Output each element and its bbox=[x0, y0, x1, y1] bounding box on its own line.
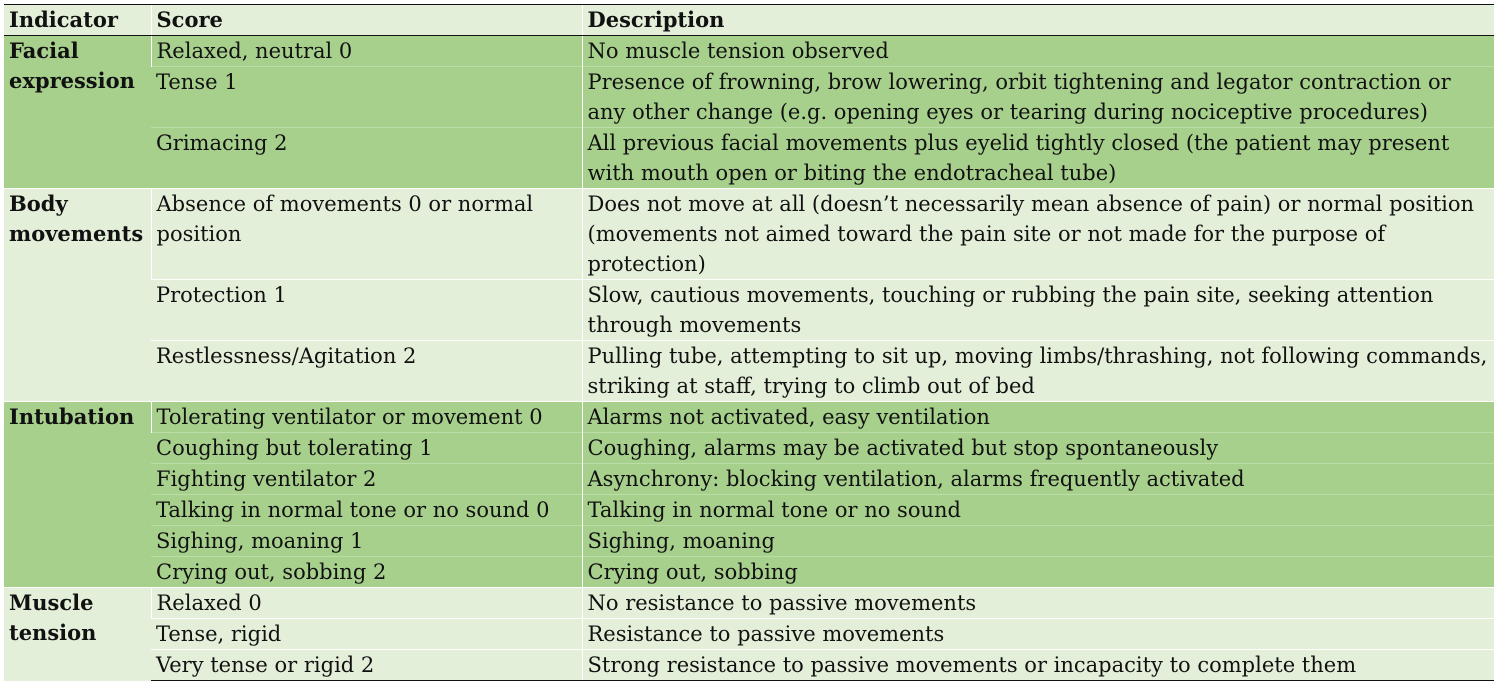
description-cell: Coughing, alarms may be activated but stop spontaneously bbox=[582, 433, 1494, 464]
score-cell: Relaxed 0 bbox=[151, 588, 582, 619]
group-body-movements bbox=[4, 189, 1494, 402]
indicator-cell: Muscle tension bbox=[4, 588, 151, 681]
score-cell: Fighting ventilator 2 bbox=[151, 464, 582, 495]
score-cell: Very tense or rigid 2 bbox=[151, 650, 582, 681]
table-row bbox=[4, 433, 1494, 464]
score-cell: Restlessness/Agitation 2 bbox=[151, 341, 582, 402]
score-cell: Tense, rigid bbox=[151, 619, 582, 650]
description-cell: All previous facial movements plus eyelid tightly closed (the patient may present with mouth open or biting the endotracheal tube) bbox=[582, 128, 1494, 189]
group-intubation bbox=[4, 402, 1494, 588]
table-row bbox=[4, 526, 1494, 557]
table-row bbox=[4, 557, 1494, 588]
description-cell: Talking in normal tone or no sound bbox=[582, 495, 1494, 526]
table-row bbox=[4, 402, 1494, 433]
table-row bbox=[4, 189, 1494, 280]
score-cell: Grimacing 2 bbox=[151, 128, 582, 189]
score-cell: Coughing but tolerating 1 bbox=[151, 433, 582, 464]
table-row bbox=[4, 495, 1494, 526]
table-row bbox=[4, 588, 1494, 619]
indicator-cell: Body movements bbox=[4, 189, 151, 402]
table-row bbox=[4, 128, 1494, 189]
table-row bbox=[4, 619, 1494, 650]
indicator-cell: Facial expression bbox=[4, 36, 151, 189]
score-cell: Talking in normal tone or no sound 0 bbox=[151, 495, 582, 526]
description-cell: Does not move at all (doesn’t necessarily mean absence of pain) or normal position (movements not aimed toward the pain site or not made for the purpose of protection) bbox=[582, 189, 1494, 280]
description-cell: Strong resistance to passive movements or incapacity to complete them bbox=[582, 650, 1494, 681]
description-cell: No resistance to passive movements bbox=[582, 588, 1494, 619]
table-header bbox=[4, 5, 1494, 36]
group-muscle-tension bbox=[4, 588, 1494, 681]
header-description: Description bbox=[582, 5, 1494, 36]
header-indicator: Indicator bbox=[4, 5, 151, 36]
score-cell: Protection 1 bbox=[151, 280, 582, 341]
pain-scale-table-container bbox=[4, 4, 1494, 681]
table-row bbox=[4, 341, 1494, 402]
score-cell: Relaxed, neutral 0 bbox=[151, 36, 582, 67]
description-cell: Alarms not activated, easy ventilation bbox=[582, 402, 1494, 433]
description-cell: Crying out, sobbing bbox=[582, 557, 1494, 588]
score-cell: Tolerating ventilator or movement 0 bbox=[151, 402, 582, 433]
description-cell: Presence of frowning, brow lowering, orbit tightening and legator contraction or any other change (e.g. opening eyes or tearing during nociceptive procedures) bbox=[582, 67, 1494, 128]
indicator-cell: Intubation bbox=[4, 402, 151, 588]
description-cell: Sighing, moaning bbox=[582, 526, 1494, 557]
header-row bbox=[4, 5, 1494, 36]
description-cell: Slow, cautious movements, touching or rubbing the pain site, seeking attention through movements bbox=[582, 280, 1494, 341]
description-cell: Resistance to passive movements bbox=[582, 619, 1494, 650]
table-row bbox=[4, 650, 1494, 681]
description-cell: Pulling tube, attempting to sit up, moving limbs/thrashing, not following commands, striking at staff, trying to climb out of bed bbox=[582, 341, 1494, 402]
score-cell: Sighing, moaning 1 bbox=[151, 526, 582, 557]
description-cell: No muscle tension observed bbox=[582, 36, 1494, 67]
description-cell: Asynchrony: blocking ventilation, alarms frequently activated bbox=[582, 464, 1494, 495]
table-row bbox=[4, 36, 1494, 67]
score-cell: Tense 1 bbox=[151, 67, 582, 128]
table-row bbox=[4, 464, 1494, 495]
header-score: Score bbox=[151, 5, 582, 36]
table-row bbox=[4, 280, 1494, 341]
table-row bbox=[4, 67, 1494, 128]
pain-scale-table bbox=[4, 4, 1494, 681]
score-cell: Absence of movements 0 or normal position bbox=[151, 189, 582, 280]
group-facial-expression bbox=[4, 36, 1494, 189]
score-cell: Crying out, sobbing 2 bbox=[151, 557, 582, 588]
